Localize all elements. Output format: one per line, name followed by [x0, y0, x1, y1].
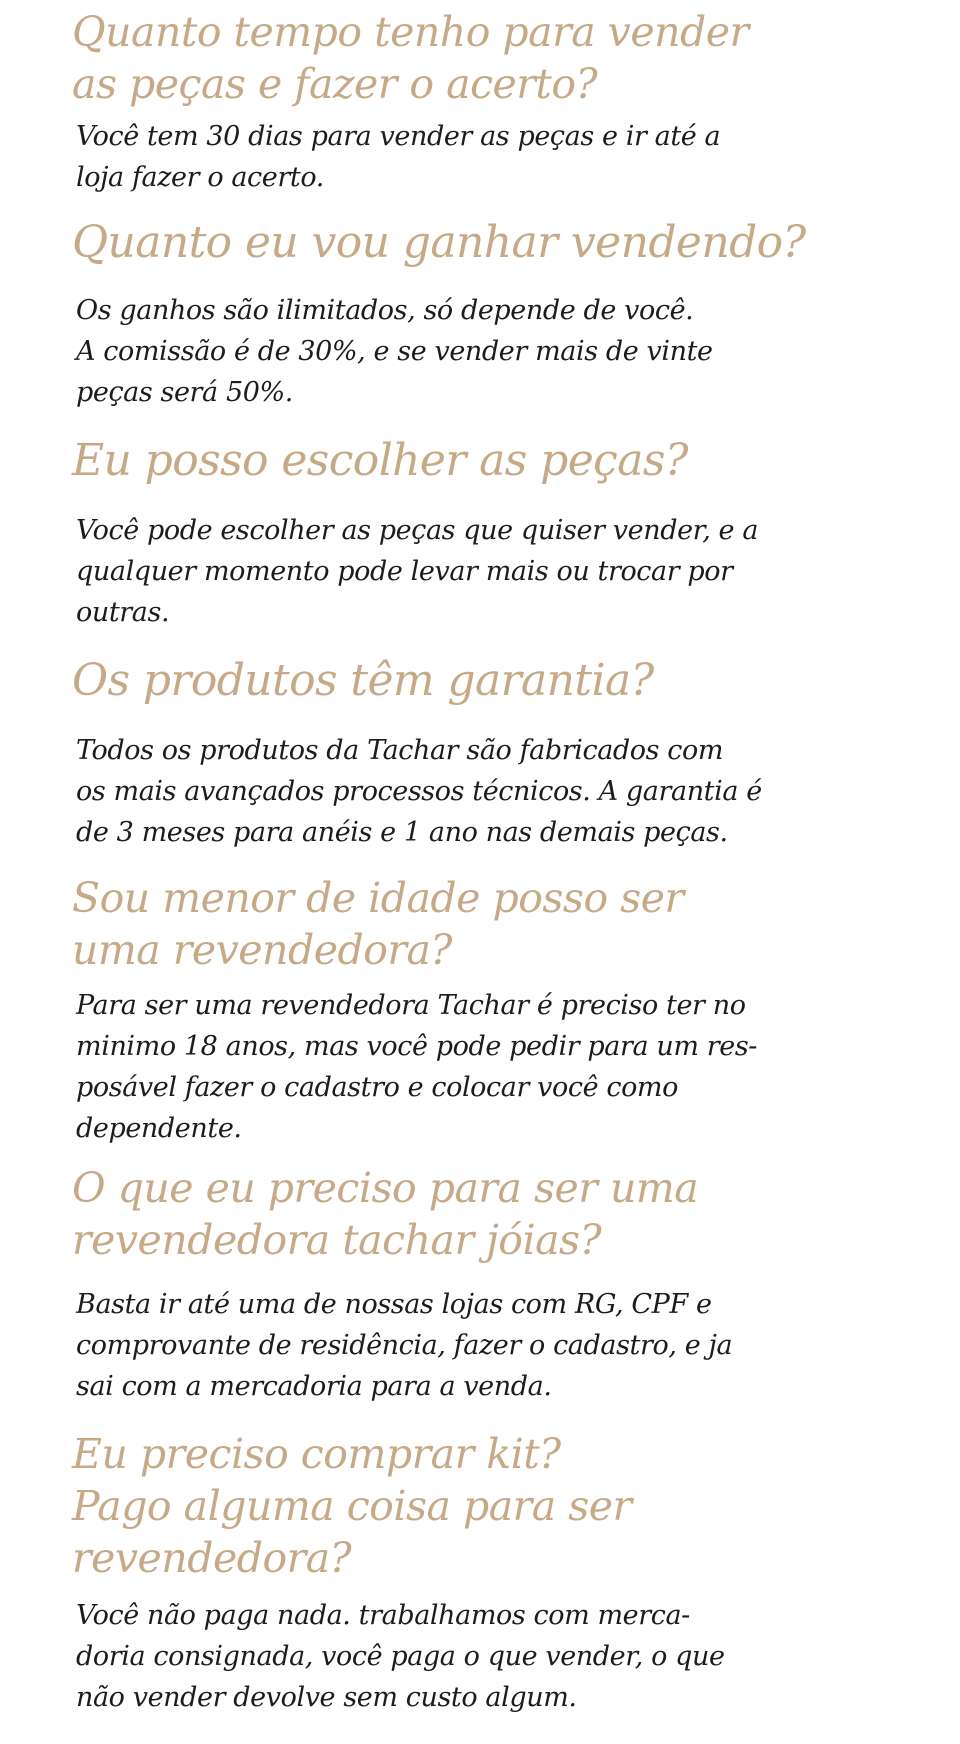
faq-question-line: Quanto tempo tenho para vender	[72, 8, 749, 56]
faq-question-line: O que eu preciso para ser uma	[72, 1164, 699, 1212]
faq-answer-line: minimo 18 anos, mas você pode pedir para um res-	[76, 1031, 757, 1062]
faq-answer-line: Para ser uma revendedora Tachar é preciso ter no	[76, 990, 746, 1021]
faq-answer-line: de 3 meses para anéis e 1 ano nas demais peças.	[76, 817, 728, 848]
faq-answer-line: posável fazer o cadastro e colocar você como	[76, 1072, 678, 1103]
faq-answer-line: Basta ir até uma de nossas lojas com RG, CPF e	[76, 1289, 712, 1320]
faq-answer-line: não vender devolve sem custo algum.	[76, 1682, 577, 1713]
faq-answer-line: A comissão é de 30%, e se vender mais de vinte	[76, 336, 713, 367]
faq-answer-line: Você pode escolher as peças que quiser vender, e a	[76, 515, 759, 546]
faq-question	[72, 1428, 632, 1584]
faq-answer-line: Você tem 30 dias para vender as peças e ir até a	[76, 121, 721, 152]
faq-answer-line: comprovante de residência, fazer o cadastro, e ja	[76, 1330, 733, 1361]
faq-question-line: as peças e fazer o acerto?	[72, 60, 598, 108]
faq-answer-line: Todos os produtos da Tachar são fabricados com	[76, 735, 724, 766]
faq-answer-line: sai com a mercadoria para a venda.	[76, 1371, 552, 1402]
faq-answer	[76, 985, 757, 1149]
faq-answer	[76, 510, 758, 633]
faq-question-line: Eu posso escolher as peças?	[72, 435, 688, 486]
faq-question	[72, 216, 806, 270]
faq-answer-line: qualquer momento pode levar mais ou trocar por	[76, 556, 733, 587]
faq-answer	[76, 290, 713, 413]
faq-question-line: Os produtos têm garantia?	[72, 655, 654, 706]
faq-question-line: Quanto eu vou ganhar vendendo?	[72, 217, 806, 268]
faq-question-line: Eu preciso comprar kit?	[72, 1430, 561, 1478]
faq-answer	[76, 1595, 725, 1718]
faq-answer-line: outras.	[76, 597, 170, 628]
faq-answer	[76, 730, 762, 853]
faq-question-line: Sou menor de idade posso ser	[72, 874, 684, 922]
faq-question	[72, 872, 684, 976]
faq-answer-line: Os ganhos são ilimitados, só depende de você.	[76, 295, 694, 326]
faq-answer-line: loja fazer o acerto.	[76, 162, 324, 193]
faq-answer-line: Você não paga nada. trabalhamos com merca-	[76, 1600, 690, 1631]
faq-question	[72, 434, 688, 488]
faq-question	[72, 6, 749, 110]
faq-answer	[76, 116, 720, 198]
faq-answer-line: os mais avançados processos técnicos. A garantia é	[76, 776, 762, 807]
faq-question-line: revendedora?	[72, 1534, 352, 1582]
faq-question-line: Pago alguma coisa para ser	[72, 1482, 632, 1530]
faq-answer	[76, 1284, 732, 1407]
faq-question	[72, 654, 654, 708]
faq-answer-line: doria consignada, você paga o que vender, o que	[76, 1641, 725, 1672]
faq-question-line: revendedora tachar jóias?	[72, 1216, 602, 1264]
faq-question	[72, 1162, 698, 1266]
faq-answer-line: dependente.	[76, 1113, 242, 1144]
faq-answer-line: peças será 50%.	[76, 377, 293, 408]
faq-question-line: uma revendedora?	[72, 926, 452, 974]
